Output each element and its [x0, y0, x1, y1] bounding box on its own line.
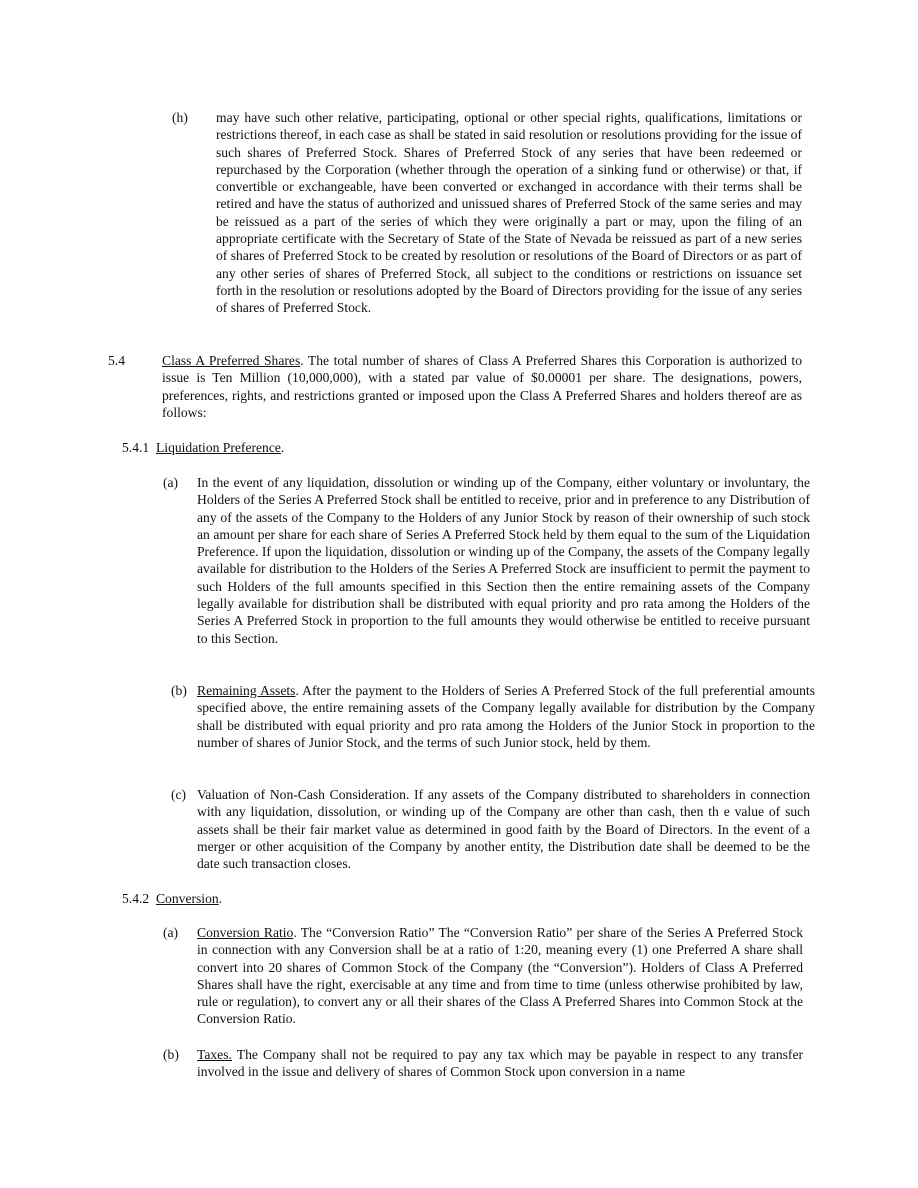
item-5-4-2-b-text: The Company shall not be required to pay any tax which may be payable in respect to any transfer involved in the issue and delivery of shares of Common Stock upon conversion in a name: [197, 1047, 803, 1080]
section-5-4-2-number: 5.4.2: [122, 891, 150, 906]
item-5-4-1-b-label: (b): [171, 683, 187, 698]
section-5-4-1-heading-line: [122, 439, 284, 456]
item-5-4-1-b-heading: Remaining Assets: [197, 683, 296, 698]
item-5-4-1-c-paragraph: Valuation of Non-Cash Consideration. If any assets of the Company distributed to shareholders in connection with any liquidation, dissolution, or winding up of the Company are other than cash, then th e value of such assets shall be their fair market value as determined in good faith by the Board of Directors. In the event of a merger or other acquisition of the Company by another entity, the Distribution date shall be deemed to be the date such transaction closes.: [197, 787, 810, 872]
section-5-4-paragraph: [162, 352, 802, 421]
item-5-4-2-a-text: . The “Conversion Ratio” The “Conversion Ratio” per share of the Series A Preferred Stock in connection with any Conversion shall be at a ratio of 1:20, meaning every (1) one Preferred A share shall convert into 20 shares of Common Stock of the Company (the “Conversion”). Holders of Class A Preferred Shares shall have the right, exercisable at any time and from time to time (unless otherwise prohibited by law, rule or regulation), to convert any or all their shares of the Class A Preferred Shares into Common Stock at the Conversion Ratio.: [197, 925, 804, 1027]
item-5-4-2-a-paragraph: [197, 924, 803, 1028]
item-5-4-2-a-label: (a): [163, 925, 179, 940]
section-5-4-heading: Class A Preferred Shares: [162, 353, 301, 368]
item-5-4-1-b-paragraph: [197, 682, 815, 751]
section-5-4-number: 5.4: [108, 353, 125, 368]
item-5-4-2-b-label: (b): [163, 1047, 179, 1062]
item-5-4-1-a-label: (a): [163, 475, 179, 490]
item-5-4-1-b-text: . After the payment to the Holders of Series A Preferred Stock of the full preferential amounts specified above, the entire remaining assets of the Company legally available for distribution by the Company shall be distributed with equal priority and pro rata among the Holders of the Junior Stock in proportion to the number of shares of Junior Stock, and the terms of such Junior stock, held by them.: [197, 683, 815, 750]
item-h-paragraph: may have such other relative, participating, optional or other special rights, qualifications, limitations or restrictions thereof, in each case as shall be stated in said resolution or resolutions providing for the issue of such shares of Preferred Stock. Shares of Preferred Stock of any series that have been redeemed or repurchased by the Corporation (whether through the operation of a sinking fund or otherwise) or that, if convertible or exchangeable, have been converted or exchanged in accordance with their terms shall be retired and have the status of authorized and unissued shares of Preferred Stock of the same series and may be reissued as a part of the series of which they were originally a part or may, upon the filing of an appropriate certificate with the Secretary of State of the State of Nevada be reissued as part of a new series of shares of Preferred Stock to be created by resolution or resolutions of the Board of Directors or as part of any other series of shares of Preferred Stock, all subject to the conditions or restrictions on issuance set forth in the resolution or resolutions adopted by the Board of Directors providing for the issue of any series of shares of Preferred Stock.: [216, 110, 802, 316]
item-5-4-2-b-heading: Taxes.: [197, 1047, 232, 1062]
item-5-4-2-a-heading: Conversion Ratio: [197, 925, 294, 940]
section-5-4-2-heading: Conversion: [155, 891, 219, 906]
section-5-4-1-heading: Liquidation Preference: [155, 440, 281, 455]
item-5-4-2-b-paragraph: [197, 1046, 803, 1081]
item-5-4-1-a-paragraph: In the event of any liquidation, dissolution or winding up of the Company, either voluntary or involuntary, the Holders of the Series A Preferred Stock shall be entitled to receive, prior and in preference to any Distribution of any of the assets of the Company to the Holders of any Junior Stock by reason of their ownership of such stock an amount per share for each share of Series A Preferred Stock held by them equal to the sum of the Liquidation Preference. If upon the liquidation, dissolution or winding up of the Company, the assets of the Company legally available for distribution to the Holders of the Series A Preferred Stock are insufficient to permit the payment to such Holders of the full amounts specified in this Section then the entire remaining assets of the Company legally available for distribution shall be distributed with equal priority and pro rata among the Holders of the Series A Preferred Stock in proportion to the full amounts they would otherwise be entitled to receive pursuant to this Section.: [197, 475, 810, 646]
section-5-4-2-heading-line: [122, 890, 222, 907]
section-5-4-text: . The total number of shares of Class A Preferred Shares this Corporation is authorized to issue is Ten Million (10,000,000), with a stated par value of $0.00001 per share. The designations, powers, preferences, rights, and restrictions granted or imposed upon the Class A Preferred Shares and holders thereof are as follows:: [162, 353, 802, 420]
item-5-4-1-c-label: (c): [171, 787, 187, 802]
section-5-4-1-tail: .: [280, 440, 285, 455]
section-5-4-1-number: 5.4.1: [122, 440, 150, 455]
item-h-label: (h): [172, 110, 188, 125]
section-5-4-2-tail: .: [218, 891, 223, 906]
